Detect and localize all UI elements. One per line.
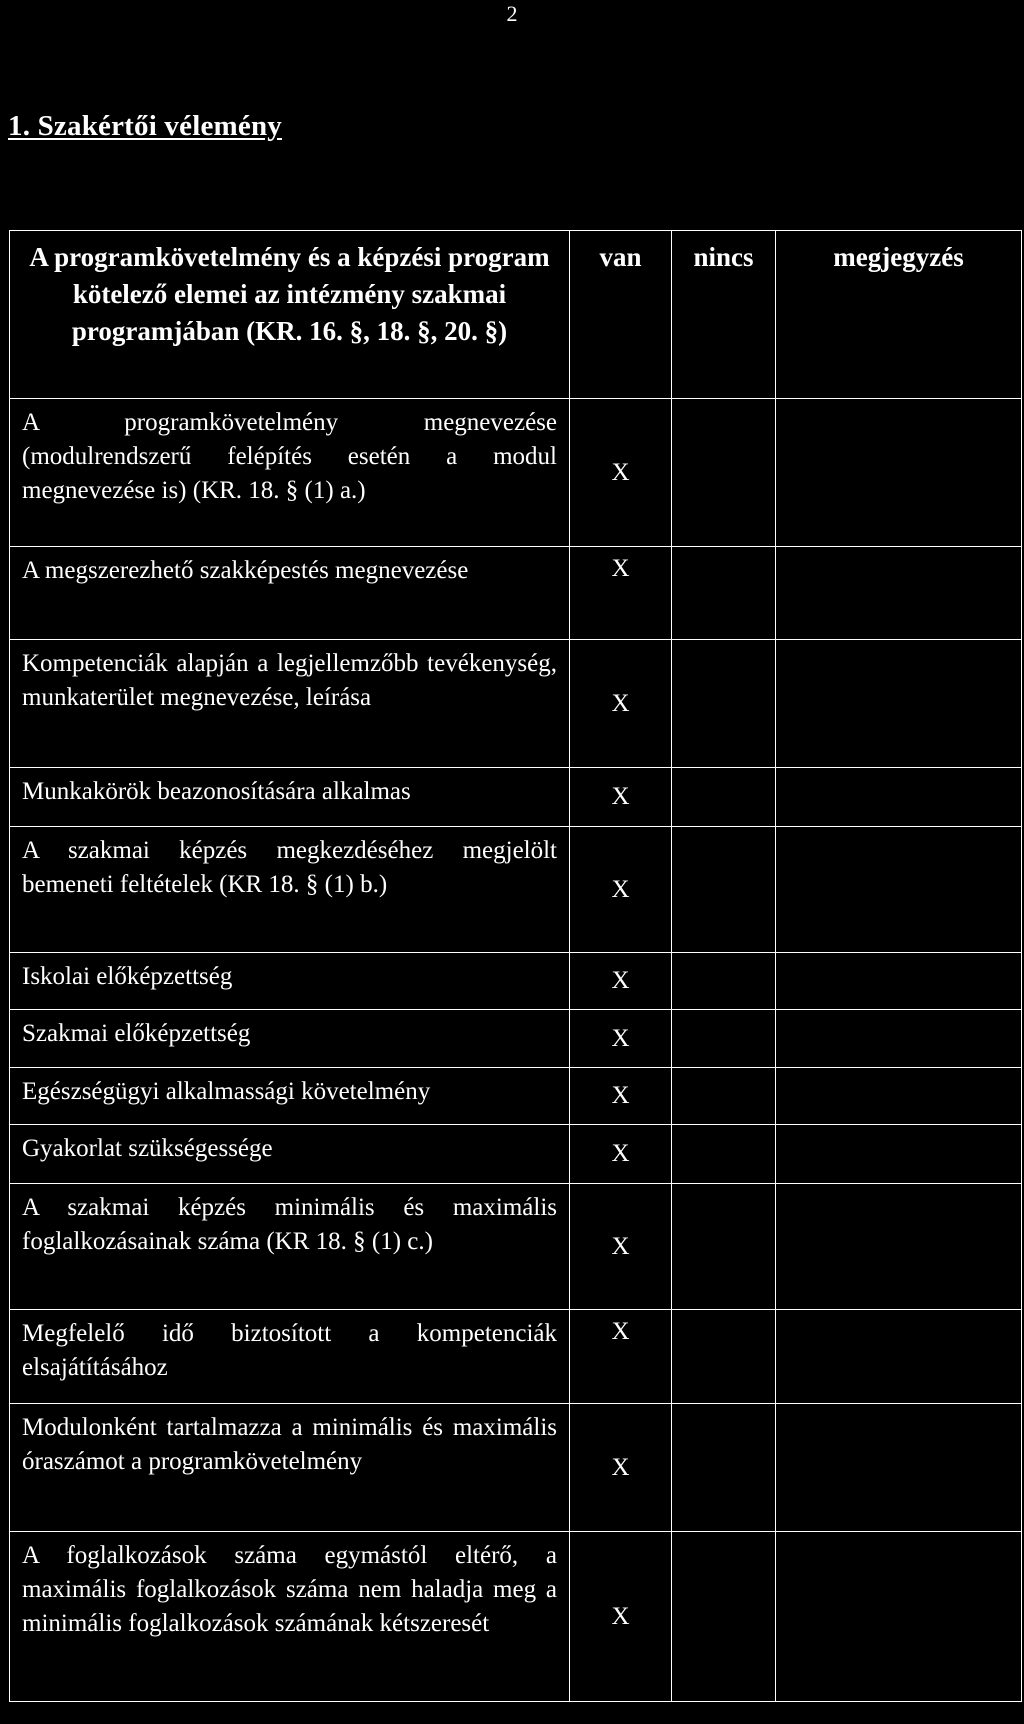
row-megjegyzes (776, 827, 1022, 953)
row-van: X (570, 1404, 672, 1532)
row-text: Megfelelő idő biztosított a kompetenciák elsajátításához (10, 1310, 570, 1404)
row-van: X (570, 1532, 672, 1702)
row-megjegyzes (776, 640, 1022, 768)
table-row (10, 1404, 1022, 1532)
row-nincs (672, 1125, 776, 1184)
row-nincs (672, 1010, 776, 1068)
row-text: A szakmai képzés minimális és maximális foglalkozásainak száma (KR 18. § (1) c.) (10, 1184, 570, 1310)
row-nincs (672, 1532, 776, 1702)
row-van: X (570, 1010, 672, 1068)
row-nincs (672, 1068, 776, 1125)
row-text: Iskolai előképzettség (10, 953, 570, 1010)
table-row (10, 1310, 1022, 1404)
row-van: X (570, 1184, 672, 1310)
row-text: Szakmai előképzettség (10, 1010, 570, 1068)
row-van: X (570, 640, 672, 768)
row-megjegyzes (776, 1184, 1022, 1310)
table-row (10, 827, 1022, 953)
row-megjegyzes (776, 1532, 1022, 1702)
row-nincs (672, 640, 776, 768)
page-number: 2 (506, 1, 518, 26)
row-text: A szakmai képzés megkezdéséhez megjelölt bemeneti feltételek (KR 18. § (1) b.) (10, 827, 570, 953)
table-row (10, 1068, 1022, 1125)
row-van: X (570, 1310, 672, 1404)
row-megjegyzes (776, 953, 1022, 1010)
row-nincs (672, 399, 776, 547)
table-row (10, 1532, 1022, 1702)
row-text: Kompetenciák alapján a legjellemzőbb tevékenység, munkaterület megnevezése, leírása (10, 640, 570, 768)
row-van: X (570, 1125, 672, 1184)
section-title: 1. Szakértői vélemény (8, 110, 282, 142)
header-megjegyzes: megjegyzés (776, 231, 1022, 399)
table-row (10, 1010, 1022, 1068)
row-van: X (570, 827, 672, 953)
table-row (10, 640, 1022, 768)
table-row (10, 953, 1022, 1010)
row-nincs (672, 953, 776, 1010)
row-text: A megszerezhető szakképestés megnevezése (10, 547, 570, 640)
row-megjegyzes (776, 1125, 1022, 1184)
row-van: X (570, 1068, 672, 1125)
header-van: van (570, 231, 672, 399)
row-megjegyzes (776, 1068, 1022, 1125)
table-row (10, 1125, 1022, 1184)
row-text: Egészségügyi alkalmassági követelmény (10, 1068, 570, 1125)
row-nincs (672, 1404, 776, 1532)
table-row (10, 1184, 1022, 1310)
row-van: X (570, 399, 672, 547)
row-text: A foglalkozások száma egymástól eltérő, a maximális foglalkozások száma nem haladja meg a minimális foglalkozások számának kétszeresét (10, 1532, 570, 1702)
row-megjegyzes (776, 1310, 1022, 1404)
row-nincs (672, 827, 776, 953)
row-megjegyzes (776, 1010, 1022, 1068)
row-text: Modulonként tartalmazza a minimális és maximális óraszámot a programkövetelmény (10, 1404, 570, 1532)
row-nincs (672, 1184, 776, 1310)
row-nincs (672, 768, 776, 827)
table-header-row (10, 231, 1022, 399)
row-text: Munkakörök beazonosítására alkalmas (10, 768, 570, 827)
table-row (10, 768, 1022, 827)
table-row (10, 547, 1022, 640)
table-row (10, 399, 1022, 547)
row-van: X (570, 547, 672, 640)
header-description: A programkövetelmény és a képzési program kötelező elemei az intézmény szakmai programjában (KR. 16. §, 18. §, 20. §) (10, 231, 570, 399)
row-van: X (570, 768, 672, 827)
row-megjegyzes (776, 399, 1022, 547)
row-nincs (672, 547, 776, 640)
row-megjegyzes (776, 768, 1022, 827)
header-nincs: nincs (672, 231, 776, 399)
row-text: Gyakorlat szükségessége (10, 1125, 570, 1184)
row-megjegyzes (776, 1404, 1022, 1532)
row-text: A programkövetelmény megnevezése (modulrendszerű felépítés esetén a modul megnevezése is) (KR. 18. § (1) a.) (10, 399, 570, 547)
evaluation-table (9, 230, 1022, 1702)
row-van: X (570, 953, 672, 1010)
row-nincs (672, 1310, 776, 1404)
row-megjegyzes (776, 547, 1022, 640)
